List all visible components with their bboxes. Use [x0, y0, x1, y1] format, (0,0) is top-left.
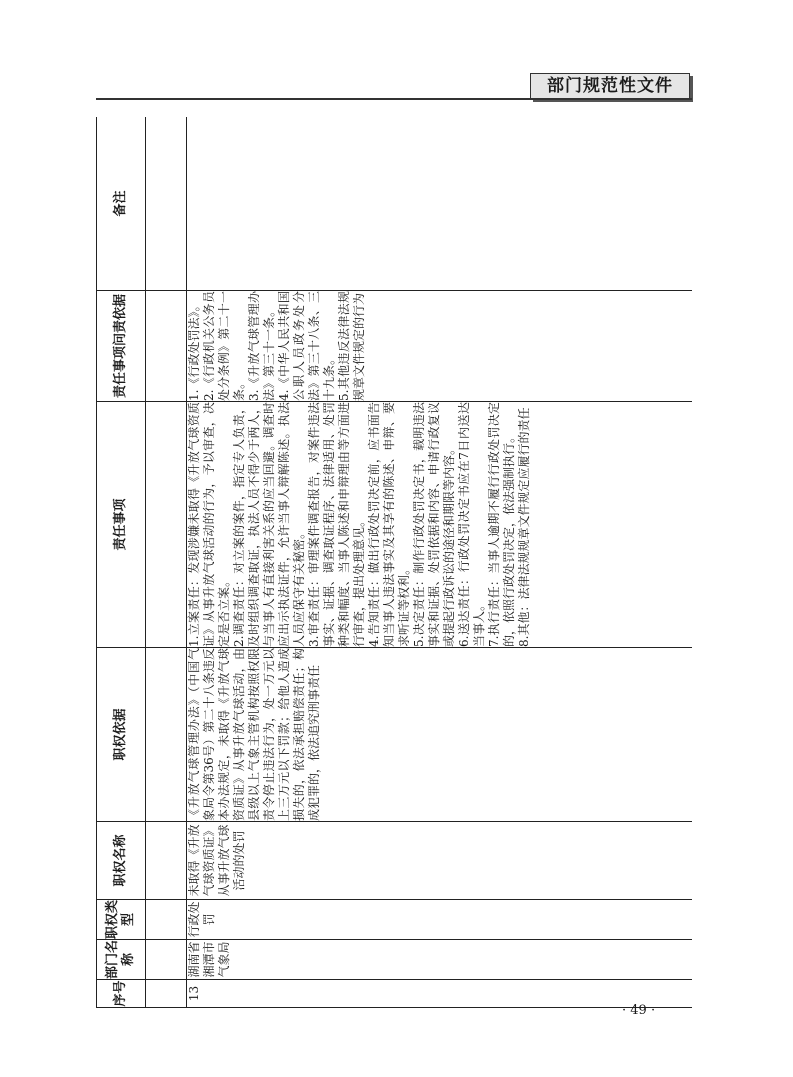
duty-item: 6.送达责任：行政处罚决定书应在7日内送达当事人。	[457, 402, 486, 647]
duty-item: 4.告知责任：做出行政处罚决定前，应书面告知当事人违法事实及其享有的陈述、申辩、要求听证等权利。	[367, 402, 411, 647]
blank-cell	[146, 648, 187, 822]
responsibility-table	[96, 117, 692, 1008]
accountability-item: 2.《行政机关公务员处分条例》第二十一条。	[202, 291, 246, 401]
duty-item: 3.审查责任：审理案件调查报告，对案件违法事实、证据、调查取证程序、法律适用、处罚种类和幅度、当事人陈述和申辩理由等方面进行审查，提出处理意见。	[307, 402, 366, 647]
blank-cell	[146, 900, 187, 940]
row-seq: 13	[187, 980, 693, 1008]
accountability-item: 1.《行政处罚法》。	[187, 299, 201, 401]
blank-cell	[146, 402, 187, 648]
blank-cell	[146, 117, 187, 291]
duty-item: 1.立案责任：发现涉嫌未取得《升放气球资质证》从事升放气球活动的行为，予以审查，决定是否立案。	[187, 402, 231, 647]
blank-cell	[146, 822, 187, 900]
blank-cell	[146, 980, 187, 1008]
accountability-item: 3.《升放气球管理办法》第三十一条。	[247, 291, 276, 401]
row-basis: 《升放气球管理办法》（中国气象局令第36号）第二十八条违反本办法规定，未取得《升放气球资质证》从事升放气球活动，由县级以上气象主管机构按照权限责令停止违法行为，处一万元以上三万元以下罚款；给他人造成损失的，依法承担赔偿责任；构成犯罪的，依法追究刑事责任	[187, 648, 693, 822]
header-seq: 序号	[97, 980, 146, 1008]
accountability-item: 4.《中华人民共和国公职人员政务处分法》第三十八条、三十九条。	[277, 291, 336, 401]
duty-item: 7.执行责任：当事人逾期不履行行政处罚决定的，依照行政处罚决定，依法强制执行。	[487, 402, 516, 647]
responsibility-table-rotated	[96, 117, 692, 1008]
blank-cell	[146, 940, 187, 980]
duty-item: 5.决定责任：制作行政处罚决定书，载明违法事实和证据、处罚依据和内容、申请行政复议或提起行政诉讼的途径和期限等内容。	[412, 402, 456, 647]
document-type-label: 部门规范性文件	[530, 73, 690, 99]
header-name: 职权名称	[97, 822, 146, 900]
row-type: 行政处罚	[187, 900, 693, 940]
table-blank-row	[146, 117, 187, 1008]
header-rule	[96, 98, 692, 100]
header-dept: 部门名称	[97, 940, 146, 980]
row-name: 未取得《升放气球资质证》从事升放气球活动的处罚	[187, 822, 693, 900]
header-remark: 备注	[97, 117, 146, 291]
duty-item: 8.其他：法律法规规章文件规定应履行的责任	[517, 407, 531, 647]
row-dept: 湖南省湘潭市气象局	[187, 940, 693, 980]
row-remark	[187, 117, 693, 291]
row-duties	[187, 402, 693, 648]
header-duty: 责任事项	[97, 402, 146, 648]
table-row	[187, 117, 693, 1008]
rotated-table-container	[96, 117, 692, 1008]
header-accountability: 责任事项问责依据	[97, 291, 146, 402]
row-accountability	[187, 291, 693, 402]
accountability-item: 5.其他违反法律法规规章文件规定的行为	[337, 291, 366, 401]
table-header-row	[97, 117, 146, 1008]
page-number: · 49 ·	[622, 1003, 656, 1018]
header-type: 职权类型	[97, 900, 146, 940]
blank-cell	[146, 291, 187, 402]
header-basis: 职权依据	[97, 648, 146, 822]
duty-item: 2.调查责任：对立案的案件，指定专人负责，及时组织调查取证，执法人员不得少于两人，与当事人有直接利害关系的应当回避。调查时应出示执法证件，允许当事人辩解陈述。执法人员应保守有关秘密。	[232, 402, 306, 647]
